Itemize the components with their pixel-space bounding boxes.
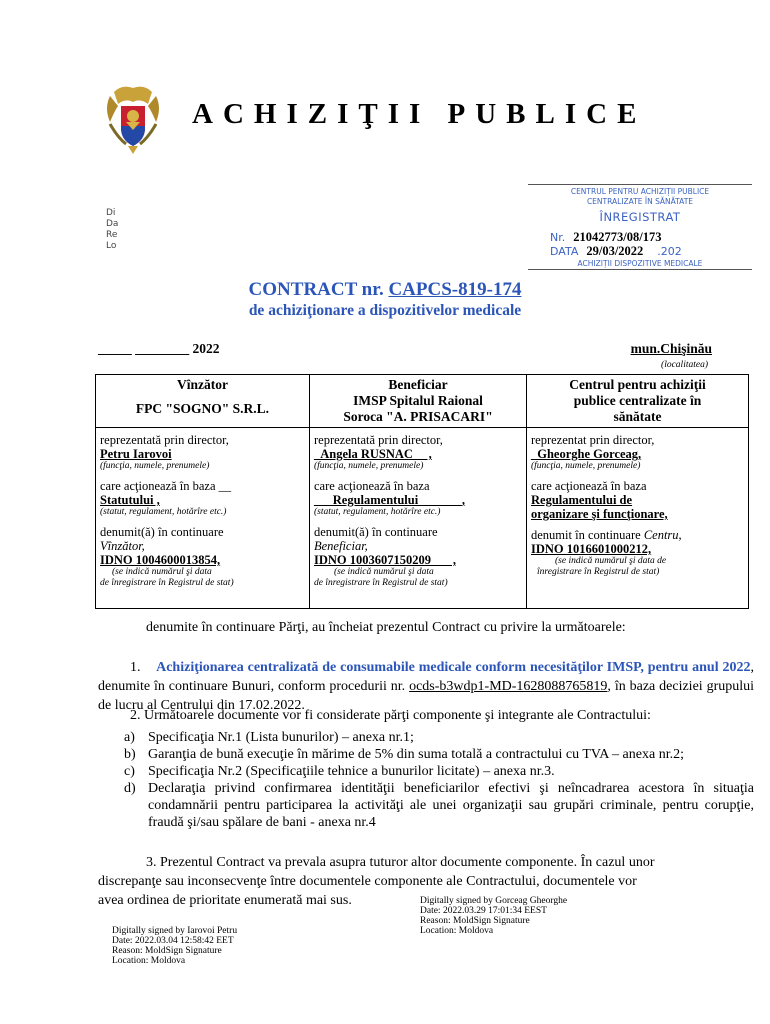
components-list bbox=[124, 729, 754, 831]
parties-table bbox=[95, 374, 749, 609]
stamp-number: 21042773/08/173 bbox=[573, 230, 662, 244]
beneficiary-idno: IDNO 1003607150209___ , bbox=[314, 553, 457, 567]
page-title: ACHIZIŢII PUBLICE bbox=[192, 98, 647, 130]
signature-seller: Digitally signed by Iarovoi Petru Date: 2022.03.04 12:58:42 EET Reason: MoldSign Signature Location: Moldova bbox=[112, 926, 238, 966]
contract-title: CONTRACT nr. CAPCS-819-174 bbox=[248, 279, 522, 300]
registration-stamp bbox=[528, 184, 752, 270]
moldova-coat-of-arms-icon bbox=[104, 82, 162, 156]
contract-subtitle: de achiziţionare a dispozitivelor medicale bbox=[248, 302, 522, 319]
city-hint: (localitatea) bbox=[661, 360, 708, 370]
seller-rep-name: Petru Iarovoi bbox=[100, 447, 172, 461]
party-seller: Vînzător FPC "SOGNO" S.R.L. reprezentată prin director, Petru Iarovoi (funcţia, numele, prenumele) care acţionează în baza __ Statutului , (statut, regulament, hotărîre etc.) denumit(ă) în continuare Vînzător, IDNO 1004600013854, (se indică numărul şi data de înregistrare în Registrul de stat) bbox=[96, 375, 309, 608]
stamp-date-row: DATA 29/03/2022 .202 bbox=[550, 244, 682, 258]
signature-centre: Digitally signed by Gorceag Gheorghe Date: 2022.03.29 17:01:34 EEST Reason: MoldSign Signature Location: Moldova bbox=[420, 896, 568, 936]
list-item: b) Garanţia de bună execuţie în mărime de 5% din suma totală a contractului cu TVA – anexa nr.2; bbox=[124, 747, 684, 762]
procedure-number: ocds-b3wdp1-MD-1628088765819 bbox=[409, 679, 608, 694]
contract-date: _____ ________ 2022 bbox=[98, 341, 220, 356]
stamp-org: CENTRUL PENTRU ACHIZIȚII PUBLICE CENTRALIZATE ÎN SĂNĂTATE bbox=[570, 187, 710, 206]
list-item: c) Specificaţia Nr.2 (Specificaţiile tehnice a bunurilor licitate) – anexa nr.3. bbox=[124, 764, 555, 779]
centre-idno: IDNO 1016601000212, bbox=[531, 542, 652, 556]
stamp-department: ACHIZIȚII DISPOZITIVE MEDICALE bbox=[577, 259, 703, 268]
clause-1: 1. Achiziţionarea centralizată de consumabile medicale conform necesităţilor IMSP, pentru anul 2022, denumite în continuare Bunuri, conform procedurii nr. ocds-b3wdp1-MD-1628088765819, în baza deciziei grupului de lucru al Centrului din 17.02.2022. bbox=[98, 660, 755, 713]
clause-3: 3. Prezentul Contract va prevala asupra tuturor altor documente componente. În cazul unor discrepanţe sau inconsecvenţe între documentele componente ale Contractului, documentele vor avea ordinea de prioritate enumerată mai sus. bbox=[98, 855, 655, 908]
seller-idno: IDNO 1004600013854, bbox=[100, 553, 221, 567]
intro-paragraph: denumite în continuare Părţi, au încheiat prezentul Contract cu privire la următoarele: bbox=[146, 620, 626, 635]
stamp-registered: ÎNREGISTRAT bbox=[599, 210, 681, 224]
contract-city: mun.Chişinău bbox=[630, 341, 712, 356]
centre-rep-name: _Gheorghe Gorceag, bbox=[531, 447, 642, 461]
beneficiary-rep-name: _Angela RUSNAC__ , bbox=[314, 447, 432, 461]
stamp-date: 29/03/2022 bbox=[586, 244, 644, 258]
party-centre: Centrul pentru achiziţii publice centralizate în sănătate reprezentat prin director, _Gheorghe Gorceag, (funcţia, numele, prenumele) care acţionează în baza Regulamentului de organizare şi funcţionare, denumit în continuare Centru, IDNO 1016601000212, (se indică numărul şi data de înregistrare în Registrul de stat) bbox=[526, 375, 748, 608]
signature-stub: Di Da Re Lo bbox=[106, 208, 119, 251]
list-item: a) Specificaţia Nr.1 (Lista bunurilor) – anexa nr.1; bbox=[124, 730, 414, 745]
list-item: d) Declaraţia privind confirmarea identităţii beneficiarilor efectivi şi neîncadrarea acestora în situaţia condamnării pentru participarea la activităţi ale unei organizaţii sau grupări criminale, pentru corupţie, fraudă şi/sau spălare de bani - anexa nr.4 bbox=[124, 781, 754, 830]
contract-number: CAPCS-819-174 bbox=[388, 279, 522, 300]
party-beneficiary: Beneficiar IMSP Spitalul Raional Soroca "A. PRISACARI" reprezentată prin director, _Angela RUSNAC__ , (funcţia, numele, prenumele) care acţionează în baza ___Regulamentului_______, (statut, regulament, hotărîre etc.) denumit(ă) în continuare Beneficiar, IDNO 1003607150209___ , (se indică numărul şi data de înregistrare în Registrul de stat) bbox=[309, 375, 526, 608]
clause-2: 2. Următoarele documente vor fi considerate părţi componente şi integrante ale Contractului: bbox=[130, 708, 651, 723]
stamp-number-row: Nr. 21042773/08/173 bbox=[550, 230, 662, 244]
